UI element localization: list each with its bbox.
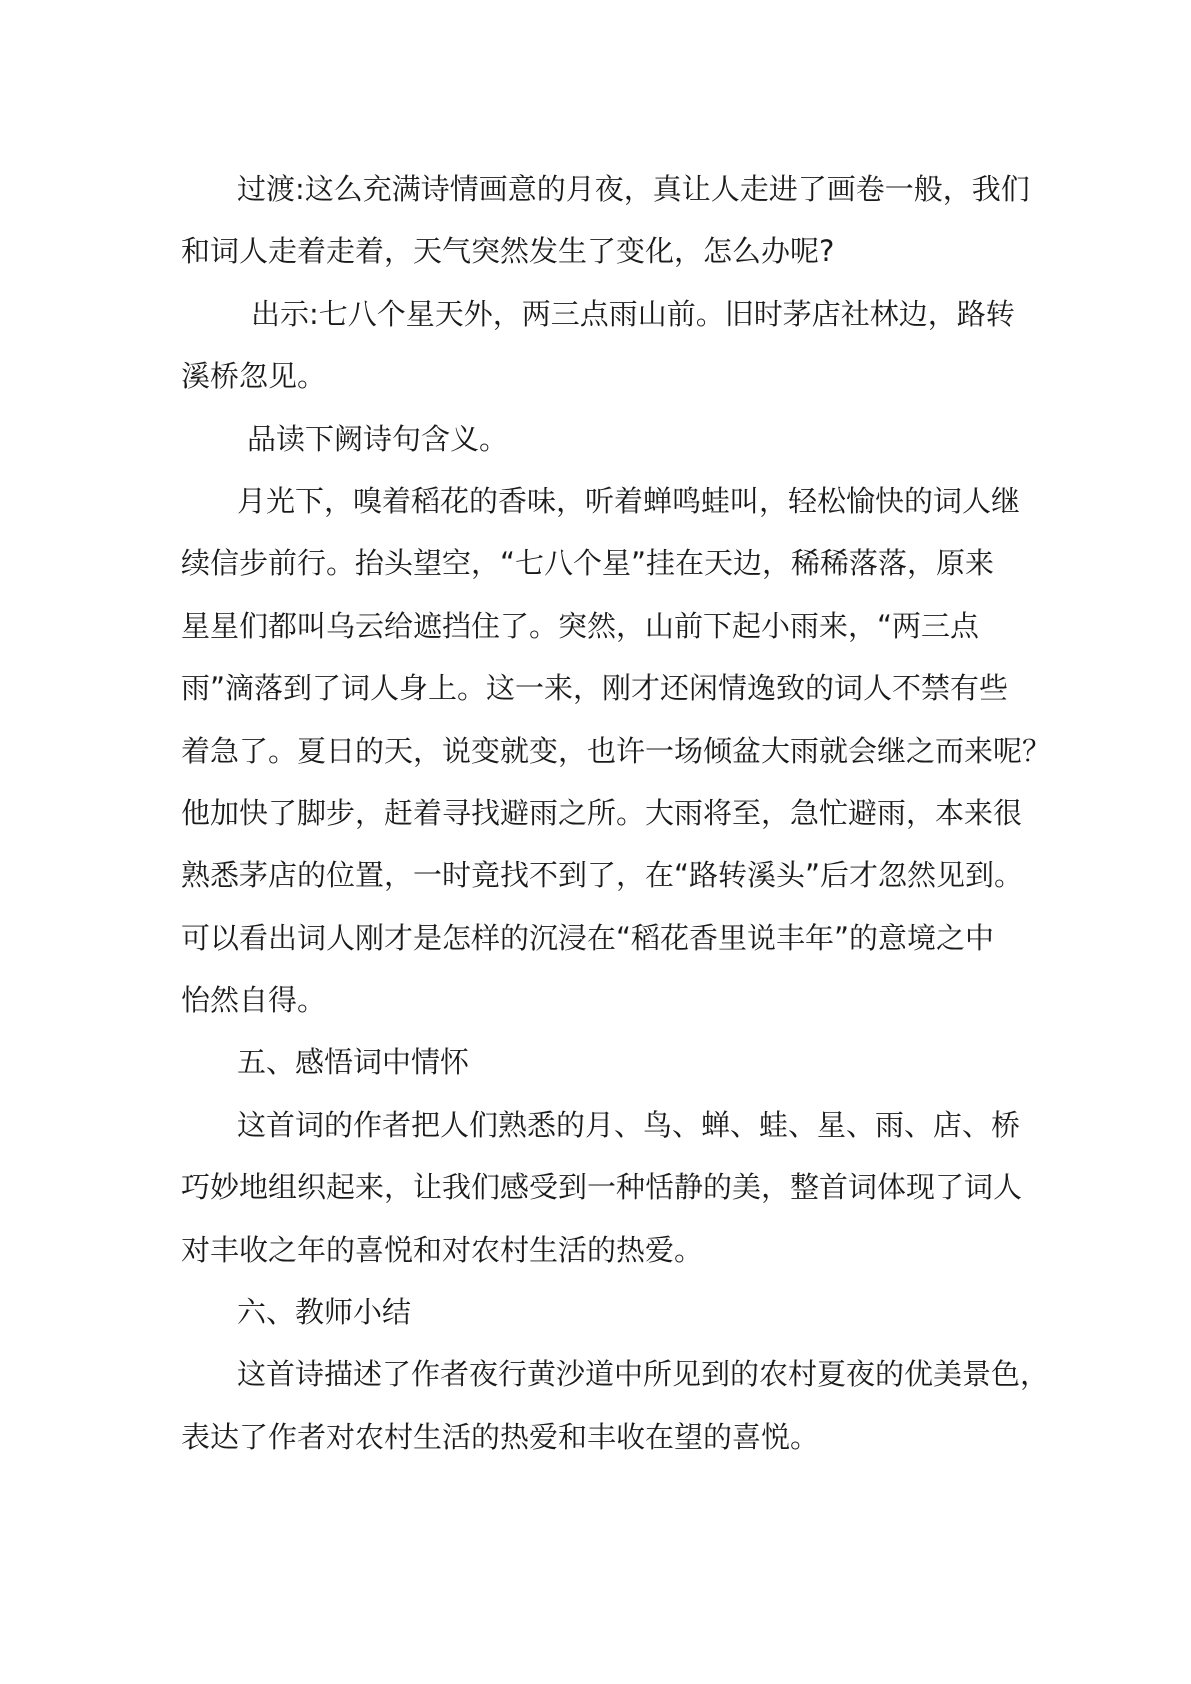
text-line: 月光下，嗅着稻花的香味，听着蝉鸣蛙叫，轻松愉快的词人继 — [237, 483, 1021, 518]
text-line: 星星们都叫乌云给遮挡住了。突然，山前下起小雨来，“两三点 — [181, 608, 980, 643]
text-line: 过渡:这么充满诗情画意的月夜，真让人走进了画卷一般，我们 — [237, 172, 1030, 206]
text-line: 对丰收之年的喜悦和对农村生活的热爱。 — [181, 1232, 704, 1267]
section-heading-six — [181, 1281, 1021, 1343]
text-line: 和词人走着走着，天气突然发生了变化，怎么办呢? — [181, 234, 835, 269]
text-line: 怡然自得。 — [181, 983, 327, 1018]
text-line: 巧妙地组织起来，让我们感受到一种恬静的美，整首词体现了词人 — [181, 1170, 1023, 1205]
text-line: 着急了。夏日的天，说变就变，也许一场倾盆大雨就会继之而来呢？ — [181, 733, 1052, 768]
paragraph-feelings — [181, 1094, 1021, 1281]
section-heading-five — [181, 1031, 1021, 1093]
text-line: 他加快了脚步，赶着寻找避雨之所。大雨将至，急忙避雨，本来很 — [181, 795, 1023, 830]
document-body — [181, 158, 1052, 1468]
text-line: 雨”滴落到了词人身上。这一来，刚才还闲情逸致的词人不禁有些 — [181, 671, 1009, 706]
paragraph-moonlight-analysis — [181, 470, 1052, 1032]
text-line: 可以看出词人刚才是怎样的沉浸在“稻花香里说丰年”的意境之中 — [181, 920, 995, 955]
text-line: 续信步前行。抬头望空，“七八个星”挂在天边，稀稀落落，原来 — [181, 546, 995, 581]
text-line: 表达了作者对农村生活的热爱和丰收在望的喜悦。 — [181, 1419, 820, 1454]
text-line: 出示:七八个星天外，两三点雨山前。旧时茅店社林边，路转 — [251, 296, 1015, 331]
paragraph-display-poem — [181, 283, 1021, 408]
text-line: 熟悉茅店的位置，一时竟找不到了，在“路转溪头”后才忽然见到。 — [181, 858, 1024, 893]
section-heading: 六、教师小结 — [237, 1295, 412, 1330]
section-heading: 五、感悟词中情怀 — [237, 1045, 470, 1080]
paragraph-reading-instruction — [181, 408, 1021, 470]
text-line: 这首诗描述了作者夜行黄沙道中所见到的农村夏夜的优美景色， — [237, 1357, 1050, 1392]
text-line: 这首词的作者把人们熟悉的月、鸟、蝉、蛙、星、雨、店、桥 — [237, 1107, 1021, 1142]
paragraph-transition — [181, 158, 1030, 283]
paragraph-summary — [181, 1343, 1050, 1468]
text-line: 品读下阙诗句含义。 — [247, 421, 509, 456]
text-line: 溪桥忽见。 — [181, 359, 327, 394]
